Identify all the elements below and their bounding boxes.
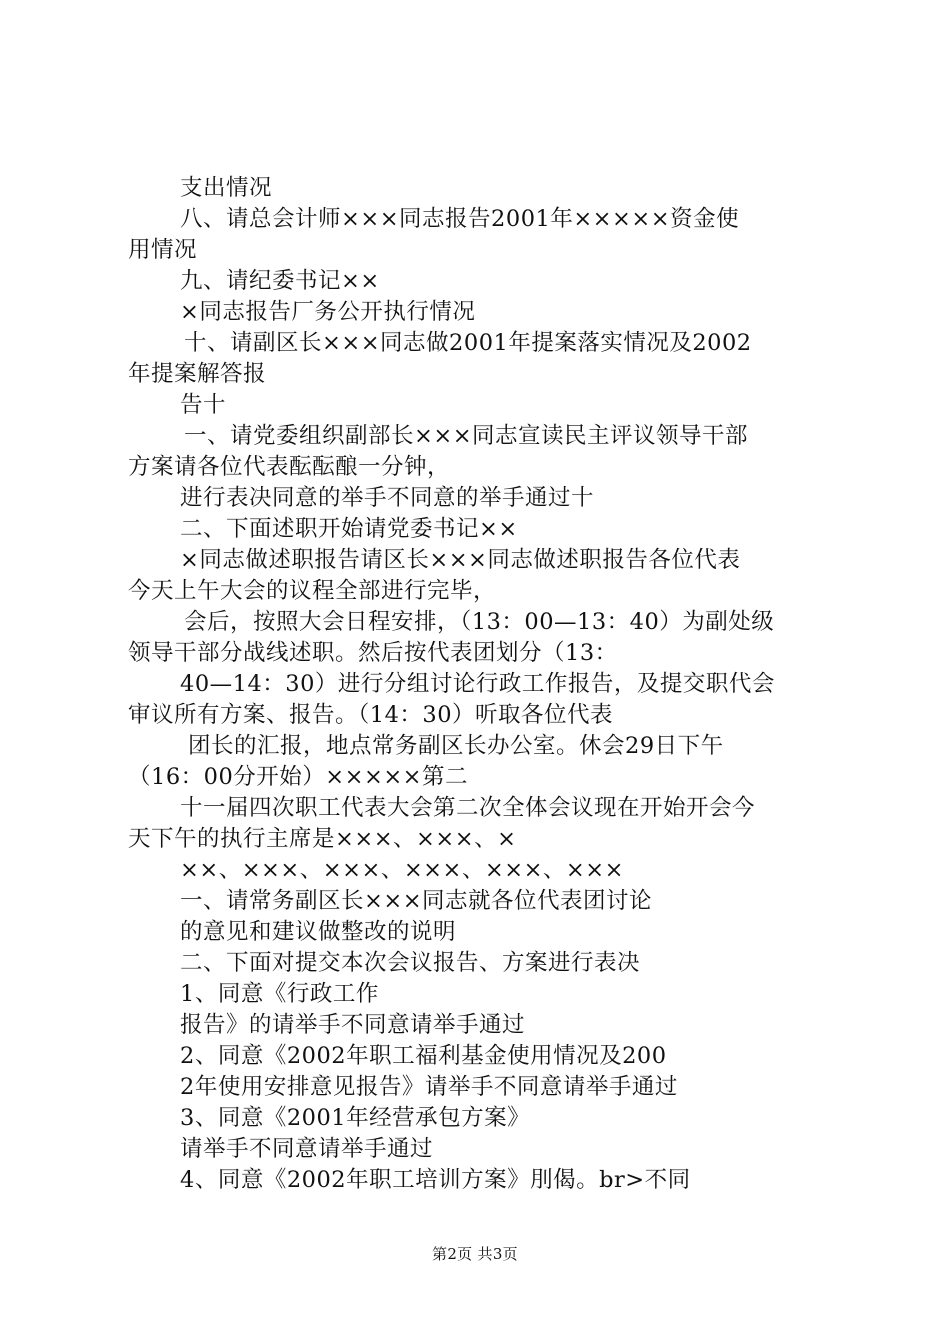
text-line: 进行表决同意的举手不同意的举手通过十	[180, 485, 595, 511]
text-line: 40—14：30）进行分组讨论行政工作报告，及提交职代会	[180, 671, 775, 697]
text-line: 一、请常务副区长×××同志就各位代表团讨论	[180, 888, 653, 914]
text-line: 八、请总会计师×××同志报告2001年×××××资金使	[180, 206, 740, 232]
text-line: 一、请党委组织副部长×××同志宣读民主评议领导干部	[184, 423, 749, 449]
text-line: 报告》的请举手不同意请举手通过	[180, 1012, 526, 1038]
text-line: 3、同意《2001年经营承包方案》	[180, 1105, 531, 1131]
text-line: 领导干部分战线述职。然后按代表团划分（13：	[128, 640, 618, 666]
text-line: 2、同意《2002年职工福利基金使用情况及200	[180, 1043, 667, 1069]
text-line: ××、×××、×××、×××、×××、×××	[180, 857, 624, 883]
text-line: 二、下面对提交本次会议报告、方案进行表决	[180, 950, 641, 976]
text-line: 二、下面述职开始请党委书记××	[180, 516, 518, 542]
text-line: 今天上午大会的议程全部进行完毕，	[128, 578, 497, 604]
text-line: （16：00分开始）×××××第二	[128, 764, 469, 790]
text-line: 九、请纪委书记××	[180, 268, 380, 294]
text-line: 十、请副区长×××同志做2001年提案落实情况及2002	[184, 330, 752, 356]
text-line: 告十	[180, 392, 227, 418]
text-line: ×同志做述职报告请区长×××同志做述职报告各位代表	[180, 547, 741, 573]
text-line: 会后，按照大会日程安排，（13：00—13：40）为副处级	[184, 609, 775, 635]
page-number-footer: 第2页 共3页	[432, 1245, 518, 1263]
text-line: 方案请各位代表酝酝酿一分钟，	[128, 454, 451, 480]
text-line: 用情况	[128, 237, 198, 263]
text-line: 团长的汇报，地点常务副区长办公室。休会29日下午	[188, 733, 724, 759]
text-line: 年提案解答报	[128, 361, 267, 387]
text-line: 4、同意《2002年职工培训方案》刖偈。br>不同	[180, 1167, 691, 1193]
text-line: 的意见和建议做整改的说明	[180, 919, 457, 945]
text-line: 请举手不同意请举手通过	[180, 1136, 434, 1162]
text-line: 2年使用安排意见报告》请举手不同意请举手通过	[180, 1074, 678, 1100]
text-line: 天下午的执行主席是×××、×××、×	[128, 826, 517, 852]
text-line: 1、同意《行政工作	[180, 981, 379, 1007]
text-line: 十一届四次职工代表大会第二次全体会议现在开始开会今	[180, 795, 756, 821]
document-body	[128, 173, 833, 1196]
text-line: 支出情况	[180, 175, 273, 201]
text-line: ×同志报告厂务公开执行情况	[180, 299, 476, 325]
text-line: 审议所有方案、报告。（14：30）听取各位代表	[128, 702, 614, 728]
